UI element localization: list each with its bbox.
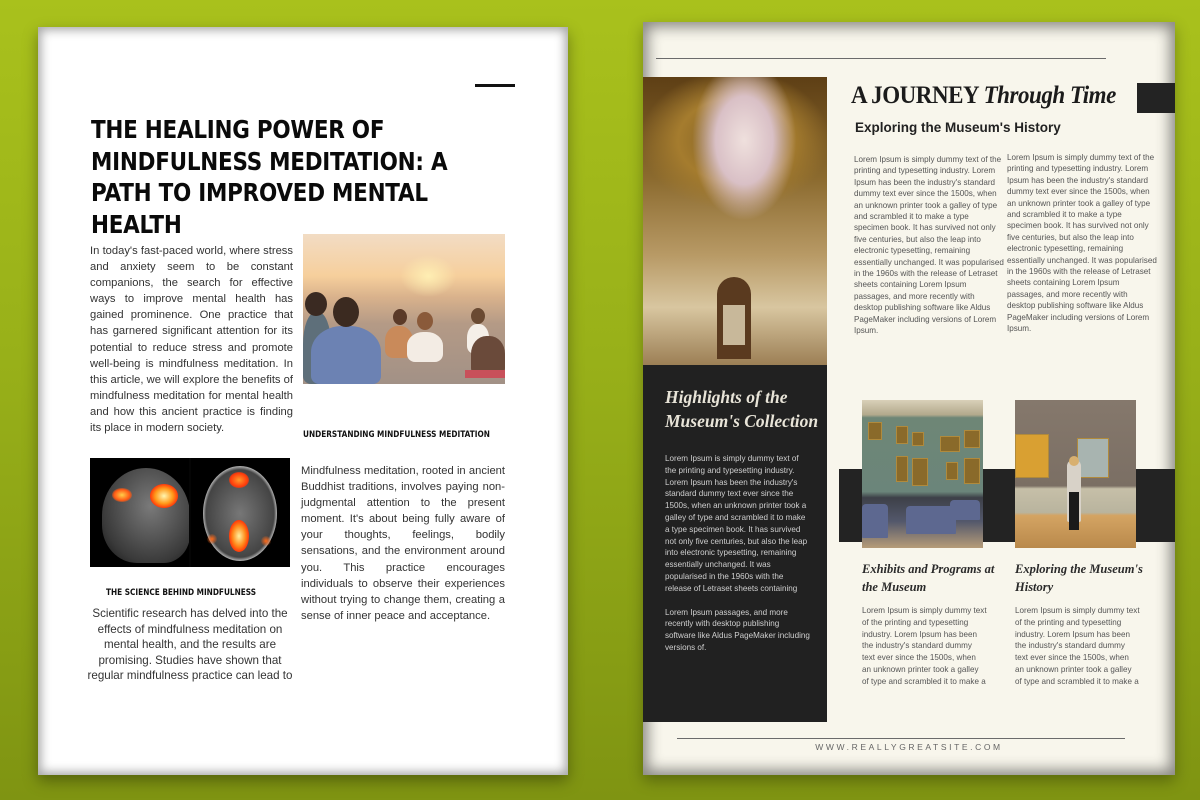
- science-body: Scientific research has delved into the effects of mindfulness meditation on mental health, and the results are promising. Studies have shown that regular mindfulness practice can lead to: [87, 607, 293, 682]
- brain-scan-sagittal: [90, 458, 189, 567]
- brain-scan-image: [90, 458, 290, 567]
- brochure-subtitle: Exploring the Museum's History: [855, 120, 1061, 135]
- museum-history-body: Lorem Ipsum is simply dummy text of the printing and typesetting industry. Lorem Ipsum has been the industry's standard dummy text ever since the 1500s, when an unknown printer took a galley of type and scrambled it to make a: [1015, 606, 1140, 686]
- exhibits-body: Lorem Ipsum is simply dummy text of the printing and typesetting industry. Lorem Ipsum has been the industry's standard dummy text ever since the 1500s, when an unknown printer took a galley of type and scrambled it to make a: [862, 606, 987, 686]
- ornate-ceiling-image: [643, 77, 827, 365]
- decorative-title-block: [1137, 83, 1175, 113]
- gallery-visitor-image: [1015, 400, 1136, 548]
- brochure-title: A JOURNEY Through Time: [851, 82, 1116, 109]
- article-intro: In today's fast-paced world, where stress and anxiety seem to be constant companions, the search for effective ways to improve mental health has gained prominence. One practice that has garnered significant attention for its potential to reduce stress and promote well-being is mindfulness meditation. In this article, we will explore the benefits of mindfulness meditation for mental health and how this ancient practice is finding its place in modern society.: [90, 245, 293, 435]
- exhibits-heading: Exhibits and Programs at the Museum: [862, 562, 995, 594]
- mindfulness-article-page: [38, 27, 568, 775]
- museum-brochure-page: [643, 22, 1175, 775]
- highlights-panel: [643, 365, 827, 722]
- decorative-dash: [475, 84, 515, 87]
- brain-scan-axial: [191, 458, 290, 567]
- museum-history-heading: Exploring the Museum's History: [1015, 562, 1143, 594]
- understanding-heading: UNDERSTANDING MINDFULNESS MEDITATION: [303, 429, 490, 440]
- group-meditation-image: [303, 234, 505, 384]
- understanding-body: Mindfulness meditation, rooted in ancient Buddhist traditions, involves paying non-judgmental attention to the present moment. It's about being fully aware of your thoughts, feelings, bodily sensations, and the environment around you. This practice encourages individuals to observe their experiences without trying to change them, creating a sense of inner peace and acceptance.: [301, 465, 505, 622]
- history-column-1: Lorem Ipsum is simply dummy text of the printing and typesetting industry. Lorem Ipsum has been the industry's standard dummy text ever since the 1500s, when an unknown printer took a galley of type and scrambled it to make a type specimen book. It has survived not only five centuries, but also the leap into electronic typesetting, remaining essentially unchanged. It was popularised in the 1960s with the release of Letraset sheets containing Lorem Ipsum passages, and more recently with desktop publishing software like Aldus PageMaker including versions of Lorem Ipsum.: [854, 155, 1004, 336]
- gallery-room-image: [862, 400, 983, 548]
- article-title: THE HEALING POWER OF MINDFULNESS MEDITATION: A PATH TO IMPROVED MENTAL HEALTH: [91, 115, 448, 239]
- history-column-2: Lorem Ipsum is simply dummy text of the printing and typesetting industry. Lorem Ipsum has been the industry's standard dummy text ever since the 1500s, when an unknown printer took a galley of type and scrambled it to make a type specimen book. It has survived not only five centuries, but also the leap into electronic typesetting, remaining essentially unchanged. It was popularised in the 1960s with the release of Letraset sheets containing Lorem Ipsum passages, and more recently with desktop publishing software like Aldus PageMaker including versions of Lorem Ipsum.: [1007, 153, 1157, 334]
- highlights-heading: Highlights of the Museum's Collection: [665, 387, 819, 431]
- science-heading: THE SCIENCE BEHIND MINDFULNESS: [106, 587, 257, 598]
- top-divider: [656, 58, 1106, 59]
- bottom-divider: [677, 738, 1125, 739]
- website-footer[interactable]: WWW.REALLYGREATSITE.COM: [815, 742, 1003, 752]
- highlights-text: Lorem Ipsum is simply dummy text of the printing and typesetting industry. Lorem Ipsum has been the industry's standard dummy text ever since the 1500s, when an unknown printer took a galley of type and scrambled it to make a type specimen book. It has survived not only five centuries, but also the leap into electronic typesetting, remaining essentially unchanged. It was popularised in the 1960s with the release of Letraset sheets containing Lorem Ipsum passages, and more recently with desktop publishing software like Aldus PageMaker including versions of.: [665, 454, 810, 652]
